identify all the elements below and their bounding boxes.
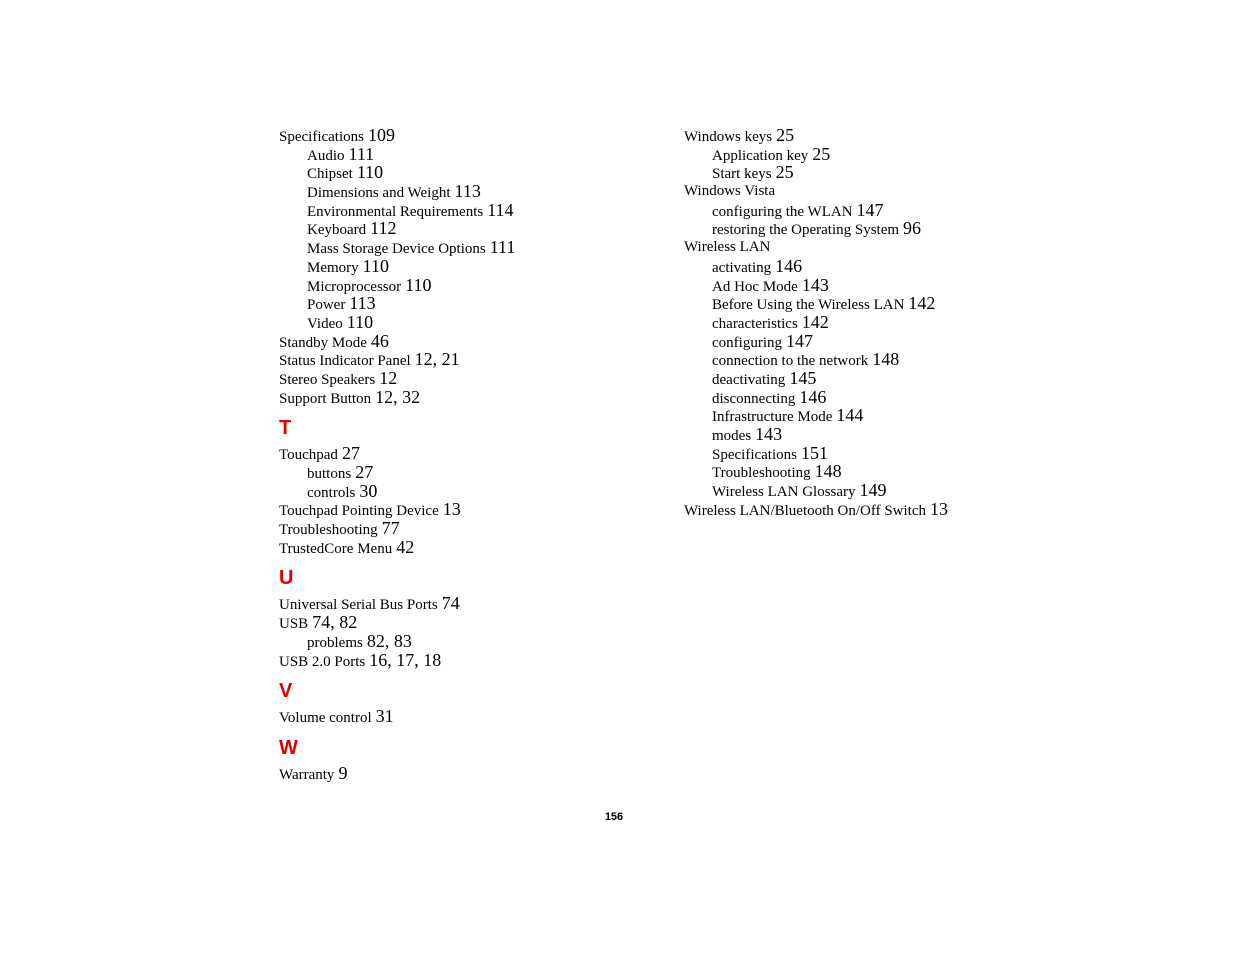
index-subentry <box>684 294 1084 313</box>
entry-page-link[interactable]: 13 <box>442 499 461 520</box>
entry-page-link[interactable]: 144 <box>836 405 864 426</box>
index-subentry <box>279 238 679 257</box>
index-entry <box>279 707 679 726</box>
entry-page-link[interactable]: 31 <box>375 706 394 727</box>
entry-page-link[interactable]: 82, 83 <box>366 630 412 651</box>
index-subentry <box>279 201 679 220</box>
entry-term: Environmental Requirements <box>307 203 484 220</box>
entry-page-link[interactable]: 27 <box>355 462 374 482</box>
entry-page-link[interactable]: 110 <box>356 162 384 183</box>
index-subentry <box>684 313 1084 332</box>
entry-page-link[interactable]: 143 <box>801 274 829 295</box>
entry-page-link[interactable]: 142 <box>801 311 829 332</box>
entry-term: connection to the network <box>712 353 869 370</box>
index-subentry <box>684 276 1084 295</box>
entry-page-link[interactable]: 27 <box>341 443 360 464</box>
entry-term: Wireless LAN <box>684 239 771 256</box>
entry-page-link[interactable]: 112 <box>370 218 397 239</box>
index-entry <box>279 500 679 519</box>
entry-term: Status Indicator Panel <box>279 353 411 370</box>
index-subentry <box>279 276 679 295</box>
entry-term: characteristics <box>712 315 798 332</box>
index-entry <box>279 350 679 369</box>
index-subentry <box>279 182 679 201</box>
index-entry <box>279 369 679 388</box>
entry-term: Video <box>307 315 343 332</box>
entry-term: TrustedCore Menu <box>279 540 393 557</box>
entry-term: Windows keys <box>684 129 773 145</box>
entry-term: Touchpad Pointing Device <box>279 503 439 520</box>
entry-page-link[interactable]: 148 <box>872 349 900 370</box>
index-subentry <box>684 163 1084 182</box>
entry-page-link[interactable]: 12 <box>379 367 398 388</box>
index-entry <box>279 444 679 463</box>
entry-term: Wireless LAN Glossary <box>712 484 856 501</box>
index-entry <box>279 332 679 351</box>
index-column-right <box>684 126 1084 518</box>
entry-page-link[interactable]: 25 <box>775 162 794 183</box>
index-entry <box>684 500 1084 519</box>
index-subentry <box>279 294 679 313</box>
index-subentry <box>684 481 1084 500</box>
entry-term: Keyboard <box>307 222 367 239</box>
index-subentry <box>684 462 1084 481</box>
entry-term: Microprocessor <box>307 278 402 295</box>
index-subentry <box>279 482 679 501</box>
entry-term: restoring the Operating System <box>712 222 900 239</box>
index-column-left <box>279 126 679 783</box>
index-letter-heading: T <box>279 417 292 440</box>
index-entry <box>279 764 679 783</box>
index-subentry <box>684 332 1084 351</box>
entry-term: modes <box>712 428 752 444</box>
index-entry <box>279 519 679 538</box>
entry-page-link[interactable]: 77 <box>381 518 400 539</box>
entry-page-link[interactable]: 110 <box>362 255 390 276</box>
index-subentry <box>684 201 1084 220</box>
index-letter-heading: U <box>279 567 294 590</box>
entry-term: Volume control <box>279 710 372 727</box>
entry-term: Troubleshooting <box>712 465 811 482</box>
entry-term: USB <box>279 616 309 633</box>
entry-page-link[interactable]: 74, 82 <box>312 612 358 633</box>
entry-term: configuring the WLAN <box>712 203 853 220</box>
entry-page-link[interactable]: 148 <box>814 461 842 482</box>
entry-page-link[interactable]: 146 <box>799 386 827 407</box>
entry-page-link[interactable]: 142 <box>908 293 936 314</box>
entry-term: Memory <box>307 259 359 276</box>
entry-page-link[interactable]: 114 <box>487 199 514 220</box>
index-subentry <box>684 425 1084 444</box>
page-number: 156 <box>604 811 624 823</box>
entry-term: Stereo Speakers <box>279 371 376 388</box>
entry-page-link[interactable]: 145 <box>789 367 817 388</box>
entry-page-link[interactable]: 16, 17, 18 <box>369 649 442 670</box>
index-entry <box>279 126 679 145</box>
index-subentry <box>279 145 679 164</box>
entry-page-link[interactable]: 146 <box>775 255 803 276</box>
index-subentry <box>684 406 1084 425</box>
index-subentry <box>684 350 1084 369</box>
entry-page-link[interactable]: 149 <box>859 480 887 501</box>
index-subentry <box>279 463 679 482</box>
entry-term: disconnecting <box>712 390 796 407</box>
entry-page-link[interactable]: 13 <box>930 498 949 519</box>
index-subentry <box>279 257 679 276</box>
entry-page-link[interactable]: 42 <box>396 536 415 557</box>
entry-page-link[interactable]: 147 <box>856 199 884 220</box>
entry-page-link[interactable]: 151 <box>800 442 828 463</box>
entry-term: Chipset <box>307 166 353 183</box>
index-entry <box>279 613 679 632</box>
entry-page-link[interactable]: 147 <box>785 330 813 351</box>
index-entry <box>279 388 679 407</box>
index-letter-heading: V <box>279 680 293 703</box>
entry-page-link[interactable]: 109 <box>367 125 395 145</box>
entry-term: Before Using the Wireless LAN <box>712 297 905 314</box>
entry-term: Windows Vista <box>684 183 776 200</box>
entry-term: Specifications <box>279 129 364 145</box>
entry-page-link[interactable]: 46 <box>370 330 389 351</box>
entry-page-link[interactable]: 113 <box>454 181 481 202</box>
entry-term: Mass Storage Device Options <box>307 241 486 258</box>
entry-page-link[interactable]: 12, 32 <box>375 386 421 407</box>
index-subentry <box>684 444 1084 463</box>
index-subentry <box>279 163 679 182</box>
index-entry <box>684 238 1084 257</box>
entry-term: Audio <box>307 147 345 164</box>
index-subentry <box>684 257 1084 276</box>
entry-term: Infrastructure Mode <box>712 409 833 426</box>
entry-page-link[interactable]: 143 <box>755 424 783 444</box>
index-entry <box>279 594 679 613</box>
entry-page-link[interactable]: 9 <box>338 762 348 783</box>
entry-page-link[interactable]: 111 <box>489 237 516 258</box>
index-subentry <box>684 145 1084 164</box>
entry-page-link[interactable]: 96 <box>903 218 922 239</box>
entry-term: deactivating <box>712 371 786 388</box>
entry-term: Application key <box>712 147 809 164</box>
entry-term: Start keys <box>712 166 772 183</box>
entry-term: controls <box>307 484 356 501</box>
entry-term: buttons <box>307 466 352 482</box>
index-subentry <box>279 219 679 238</box>
entry-page-link[interactable]: 12, 21 <box>414 349 460 370</box>
entry-term: Troubleshooting <box>279 522 378 539</box>
entry-page-link[interactable]: 111 <box>348 143 375 164</box>
entry-term: Support Button <box>279 390 372 407</box>
entry-page-link[interactable]: 110 <box>405 274 432 295</box>
index-entry <box>279 651 679 670</box>
index-letter-heading: W <box>279 736 298 759</box>
index-subentry <box>279 313 679 332</box>
index-subentry <box>684 369 1084 388</box>
entry-page-link[interactable]: 25 <box>812 143 831 164</box>
entry-term: configuring <box>712 334 782 351</box>
entry-term: Touchpad <box>279 447 338 464</box>
entry-term: Dimensions and Weight <box>307 185 451 202</box>
entry-term: problems <box>307 634 363 651</box>
entry-term: Warranty <box>279 766 335 783</box>
entry-term: Universal Serial Bus Ports <box>279 597 438 614</box>
entry-term: Specifications <box>712 446 797 463</box>
index-subentry <box>279 632 679 651</box>
index-entry <box>684 182 1084 201</box>
entry-term: USB 2.0 Ports <box>279 653 366 670</box>
entry-page-link[interactable]: 30 <box>359 480 378 501</box>
entry-page-link[interactable]: 113 <box>349 293 376 314</box>
entry-term: Power <box>307 297 346 314</box>
entry-page-link[interactable]: 25 <box>776 125 795 145</box>
index-subentry <box>684 388 1084 407</box>
index-entry <box>684 126 1084 145</box>
entry-term: activating <box>712 259 772 276</box>
entry-page-link[interactable]: 74 <box>441 593 460 614</box>
index-entry <box>279 538 679 557</box>
entry-term: Wireless LAN/Bluetooth On/Off Switch <box>684 502 927 519</box>
index-subentry <box>684 219 1084 238</box>
entry-term: Standby Mode <box>279 334 367 351</box>
entry-term: Ad Hoc Mode <box>712 278 798 295</box>
entry-page-link[interactable]: 110 <box>346 311 374 332</box>
